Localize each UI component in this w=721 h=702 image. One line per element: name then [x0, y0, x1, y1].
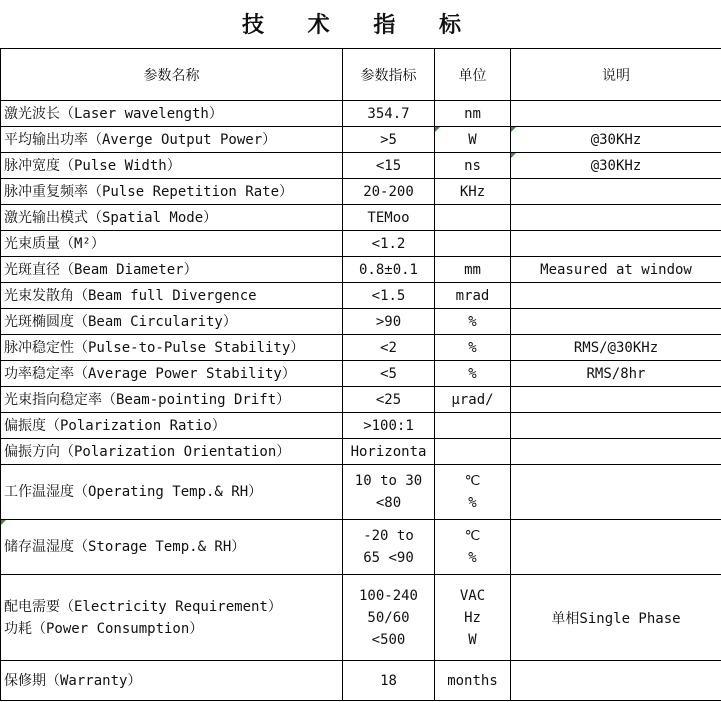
table-row	[1, 661, 721, 701]
param-name-cell	[1, 153, 343, 179]
table-row	[1, 465, 721, 520]
note-cell	[511, 179, 721, 205]
param-name-cell	[1, 309, 343, 335]
param-name-cell	[1, 101, 343, 127]
unit-value: KHz	[459, 183, 486, 200]
table-row	[1, 205, 721, 231]
table-header-row	[1, 49, 721, 101]
param-name-cell	[1, 413, 343, 439]
param-value-cell	[343, 387, 435, 413]
param-name: 脉冲宽度（Pulse Width）	[4, 157, 181, 174]
header-note: 说明	[511, 49, 721, 101]
unit-value: %	[468, 339, 477, 356]
unit-value: ℃	[464, 528, 481, 544]
note-text: @30KHz	[590, 131, 642, 148]
param-value: <1.2	[371, 235, 406, 252]
param-value: 65 <90	[363, 550, 414, 566]
param-name: 偏振度（Polarization Ratio）	[4, 417, 226, 434]
unit-cell	[435, 413, 511, 439]
param-name-cell	[1, 205, 343, 231]
table-row	[1, 257, 721, 283]
note-cell	[511, 153, 721, 179]
param-name: 功率稳定率（Average Power Stability）	[4, 365, 296, 382]
unit-value: Hz	[464, 609, 481, 626]
param-value-cell	[343, 520, 435, 575]
unit-cell	[435, 179, 511, 205]
param-value: 0.8±0.1	[358, 261, 418, 278]
unit-cell	[435, 439, 511, 465]
param-name: 光斑椭圆度（Beam Circularity）	[4, 313, 237, 330]
param-value: <500	[371, 631, 406, 648]
unit-cell	[435, 661, 511, 701]
param-value: <25	[375, 391, 402, 408]
unit-value: %	[468, 313, 477, 330]
param-name-cell	[1, 439, 343, 465]
unit-cell	[435, 231, 511, 257]
param-value-cell	[343, 335, 435, 361]
param-value-cell	[343, 283, 435, 309]
param-name: 储存温湿度（Storage Temp.& RH）	[4, 539, 246, 555]
param-value: >100:1	[363, 417, 414, 434]
unit-cell	[435, 101, 511, 127]
param-name: 激光输出模式（Spatial Mode）	[4, 209, 218, 226]
param-name: 光斑直径（Beam Diameter）	[4, 261, 198, 278]
param-value: 50/60	[367, 609, 410, 626]
table-row	[1, 153, 721, 179]
param-value: >90	[375, 313, 402, 330]
note-cell	[511, 101, 721, 127]
unit-value: mrad	[455, 287, 490, 304]
param-value-cell	[343, 661, 435, 701]
unit-cell	[435, 283, 511, 309]
param-name: 配电需要（Electricity Requirement）	[4, 598, 282, 615]
param-name-cell	[1, 257, 343, 283]
param-name: 脉冲重复频率（Pulse Repetition Rate）	[4, 183, 294, 200]
param-value-cell	[343, 465, 435, 520]
unit-value: %	[468, 495, 477, 511]
note-text: RMS/@30KHz	[573, 339, 659, 356]
param-value: TEMoo	[367, 209, 410, 226]
param-name-cell	[1, 661, 343, 701]
spec-table	[0, 48, 721, 701]
param-value: >5	[380, 131, 397, 148]
param-name-cell	[1, 361, 343, 387]
param-value-cell	[343, 439, 435, 465]
param-name-cell	[1, 335, 343, 361]
table-row	[1, 520, 721, 575]
header-param-value: 参数指标	[343, 49, 435, 101]
note-text: Measured at window	[540, 261, 692, 278]
param-name-cell	[1, 179, 343, 205]
note-cell	[511, 257, 721, 283]
param-value: 354.7	[367, 105, 410, 122]
header-param-name: 参数名称	[1, 49, 343, 101]
note-cell	[511, 335, 721, 361]
note-cell	[511, 465, 721, 520]
unit-cell	[435, 335, 511, 361]
page-title: 技 术 指 标	[242, 12, 479, 38]
unit-value: W	[468, 131, 477, 148]
param-value: 10 to 30	[354, 473, 423, 489]
param-value: -20 to	[363, 528, 414, 544]
unit-cell	[435, 361, 511, 387]
param-value-cell	[343, 231, 435, 257]
unit-value: VAC	[459, 587, 486, 604]
unit-value: μrad/	[451, 391, 494, 408]
note-cell	[511, 231, 721, 257]
table-row	[1, 127, 721, 153]
note-text: 单相Single Phase	[551, 610, 681, 627]
table-row	[1, 361, 721, 387]
unit-cell	[435, 520, 511, 575]
header-unit: 单位	[435, 49, 511, 101]
note-cell	[511, 205, 721, 231]
table-row	[1, 283, 721, 309]
param-value: <2	[380, 339, 397, 356]
unit-cell	[435, 153, 511, 179]
param-value: Horizonta	[350, 443, 427, 460]
param-value: 18	[380, 672, 397, 689]
param-value-cell	[343, 153, 435, 179]
param-name-cell	[1, 465, 343, 520]
param-value: <5	[380, 365, 397, 382]
note-cell	[511, 387, 721, 413]
note-cell	[511, 575, 721, 661]
param-name: 光束质量（M²）	[4, 235, 105, 252]
param-name: 偏振方向（Polarization Orientation）	[4, 443, 291, 460]
unit-value: %	[468, 550, 477, 566]
param-value: <15	[375, 157, 402, 174]
unit-cell	[435, 127, 511, 153]
param-value-cell	[343, 413, 435, 439]
unit-cell	[435, 465, 511, 520]
unit-value: mm	[464, 261, 481, 278]
unit-value: ℃	[464, 473, 481, 489]
unit-cell	[435, 575, 511, 661]
note-cell	[511, 661, 721, 701]
param-name: 保修期（Warranty）	[4, 672, 142, 689]
param-value-cell	[343, 101, 435, 127]
param-name-cell	[1, 575, 343, 661]
param-name: 平均输出功率（Averge Output Power）	[4, 131, 277, 148]
param-value-cell	[343, 205, 435, 231]
param-value: <80	[375, 495, 402, 511]
param-name-cell	[1, 127, 343, 153]
unit-cell	[435, 309, 511, 335]
note-cell	[511, 439, 721, 465]
note-text: @30KHz	[590, 157, 642, 174]
table-row	[1, 335, 721, 361]
param-name-cell	[1, 520, 343, 575]
param-value-cell	[343, 127, 435, 153]
table-row	[1, 309, 721, 335]
param-name-cell	[1, 231, 343, 257]
unit-value: months	[447, 672, 498, 689]
unit-value: W	[468, 631, 477, 648]
param-value: <1.5	[371, 287, 406, 304]
param-name-secondary: 功耗（Power Consumption）	[4, 620, 204, 637]
unit-value: ns	[464, 157, 481, 174]
unit-cell	[435, 257, 511, 283]
table-row	[1, 387, 721, 413]
note-cell	[511, 283, 721, 309]
param-name-cell	[1, 283, 343, 309]
param-value-cell	[343, 361, 435, 387]
param-name-cell	[1, 387, 343, 413]
param-value-cell	[343, 179, 435, 205]
param-value: 20-200	[363, 183, 414, 200]
unit-cell	[435, 205, 511, 231]
table-row	[1, 179, 721, 205]
param-name: 工作温湿度（Operating Temp.& RH）	[4, 484, 263, 500]
unit-value: %	[468, 365, 477, 382]
table-row	[1, 575, 721, 661]
table-row	[1, 101, 721, 127]
param-name: 光束指向稳定率（Beam-pointing Drift）	[4, 391, 291, 408]
note-cell	[511, 520, 721, 575]
param-name: 脉冲稳定性（Pulse-to-Pulse Stability）	[4, 339, 305, 356]
table-row	[1, 231, 721, 257]
param-value-cell	[343, 309, 435, 335]
param-value: 100-240	[358, 587, 418, 604]
note-cell	[511, 309, 721, 335]
note-cell	[511, 127, 721, 153]
unit-cell	[435, 387, 511, 413]
param-name: 光束发散角（Beam full Divergence	[4, 287, 257, 304]
unit-value: nm	[464, 105, 481, 122]
param-name: 激光波长（Laser wavelength）	[4, 105, 223, 122]
param-value-cell	[343, 575, 435, 661]
table-row	[1, 413, 721, 439]
note-text: RMS/8hr	[586, 365, 646, 382]
note-cell	[511, 361, 721, 387]
table-row	[1, 439, 721, 465]
param-value-cell	[343, 257, 435, 283]
note-cell	[511, 413, 721, 439]
